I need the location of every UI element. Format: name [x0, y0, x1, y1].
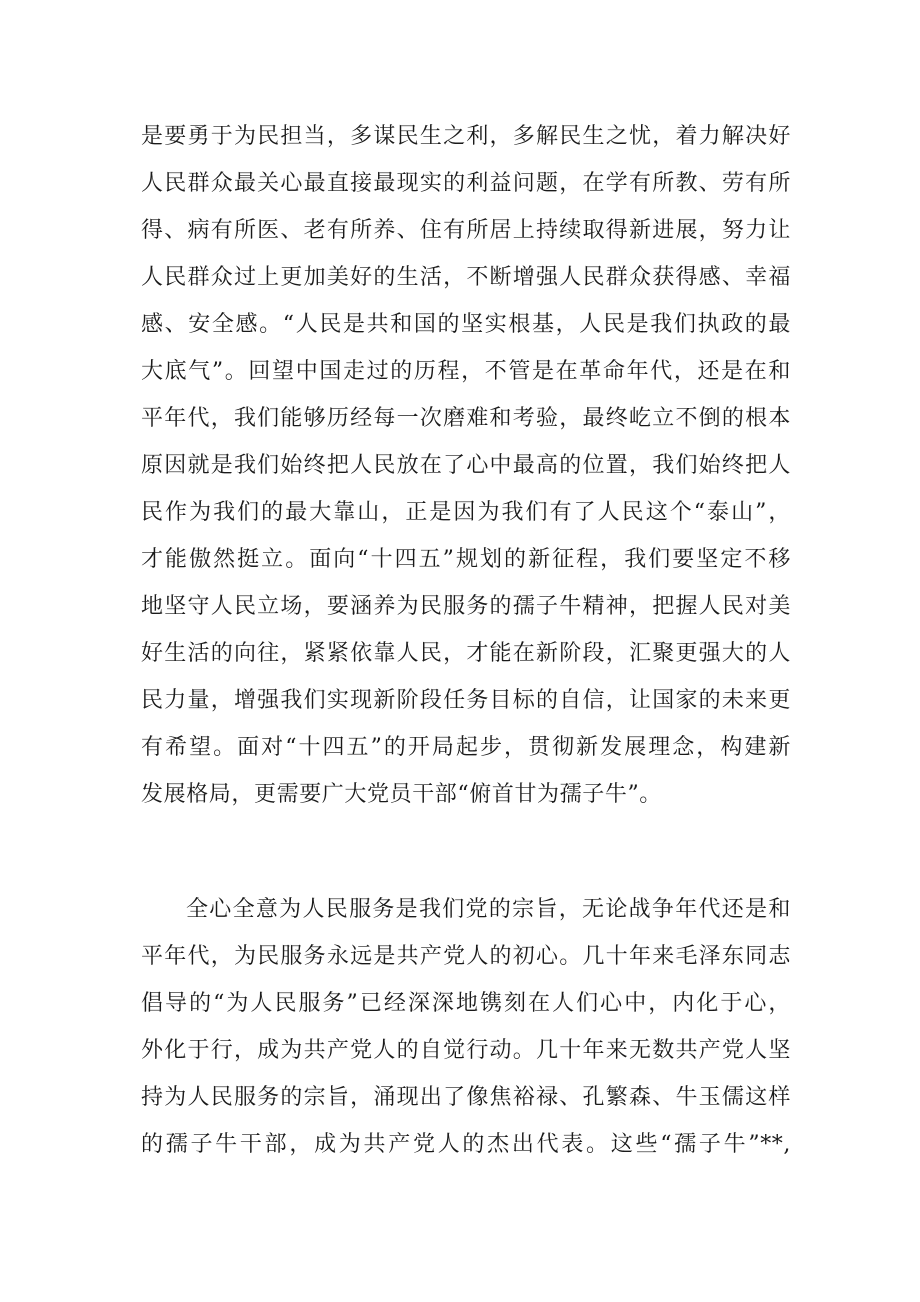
text-line: 人民群众过上更加美好的生活，不断增强人民群众获得感、幸福 [141, 265, 791, 290]
text-line: 大底气”。回望中国走过的历程，不管是在革命年代，还是在和 [141, 359, 791, 384]
text-line: 好生活的向往，紧紧依靠人民，才能在新阶段，汇聚更强大的人 [141, 641, 791, 666]
text-line: 得、病有所医、老有所养、住有所居上持续取得新进展，努力让 [141, 218, 791, 243]
text-line: 倡导的“为人民服务”已经深深地镌刻在人们心中，内化于心， [141, 991, 791, 1016]
text-line: 外化于行，成为共产党人的自觉行动。几十年来无数共产党人坚 [141, 1038, 791, 1063]
text-line: 民作为我们的最大靠山，正是因为我们有了人民这个“泰山”， [141, 500, 791, 525]
text-line: 持为人民服务的宗旨，涌现出了像焦裕禄、孔繁森、牛玉儒这样 [141, 1085, 791, 1110]
text-line: 全心全意为人民服务是我们党的宗旨，无论战争年代还是和 [186, 897, 791, 922]
text-line: 平年代，为民服务永远是共产党人的初心。几十年来毛泽东同志 [141, 944, 791, 969]
text-line: 地坚守人民立场，要涵养为民服务的孺子牛精神，把握人民对美 [141, 594, 791, 619]
text-line: 有希望。面对“十四五”的开局起步，贯彻新发展理念，构建新 [141, 735, 791, 760]
text-line: 是要勇于为民担当，多谋民生之利，多解民生之忧，着力解决好 [141, 124, 791, 149]
text-line: 发展格局，更需要广大党员干部“俯首甘为孺子牛”。 [141, 782, 662, 807]
text-line: 人民群众最关心最直接最现实的利益问题，在学有所教、劳有所 [141, 171, 791, 196]
text-line: 才能傲然挺立。面向“十四五”规划的新征程，我们要坚定不移 [141, 547, 791, 572]
text-line: 感、安全感。“人民是共和国的坚实根基，人民是我们执政的最 [141, 312, 791, 337]
text-line: 原因就是我们始终把人民放在了心中最高的位置，我们始终把人 [141, 453, 791, 478]
text-line: 平年代，我们能够历经每一次磨难和考验，最终屹立不倒的根本 [141, 406, 791, 431]
text-line: 的孺子牛干部，成为共产党人的杰出代表。这些“孺子牛”**, [141, 1132, 791, 1157]
text-line: 民力量，增强我们实现新阶段任务目标的自信，让国家的未来更 [141, 688, 791, 713]
